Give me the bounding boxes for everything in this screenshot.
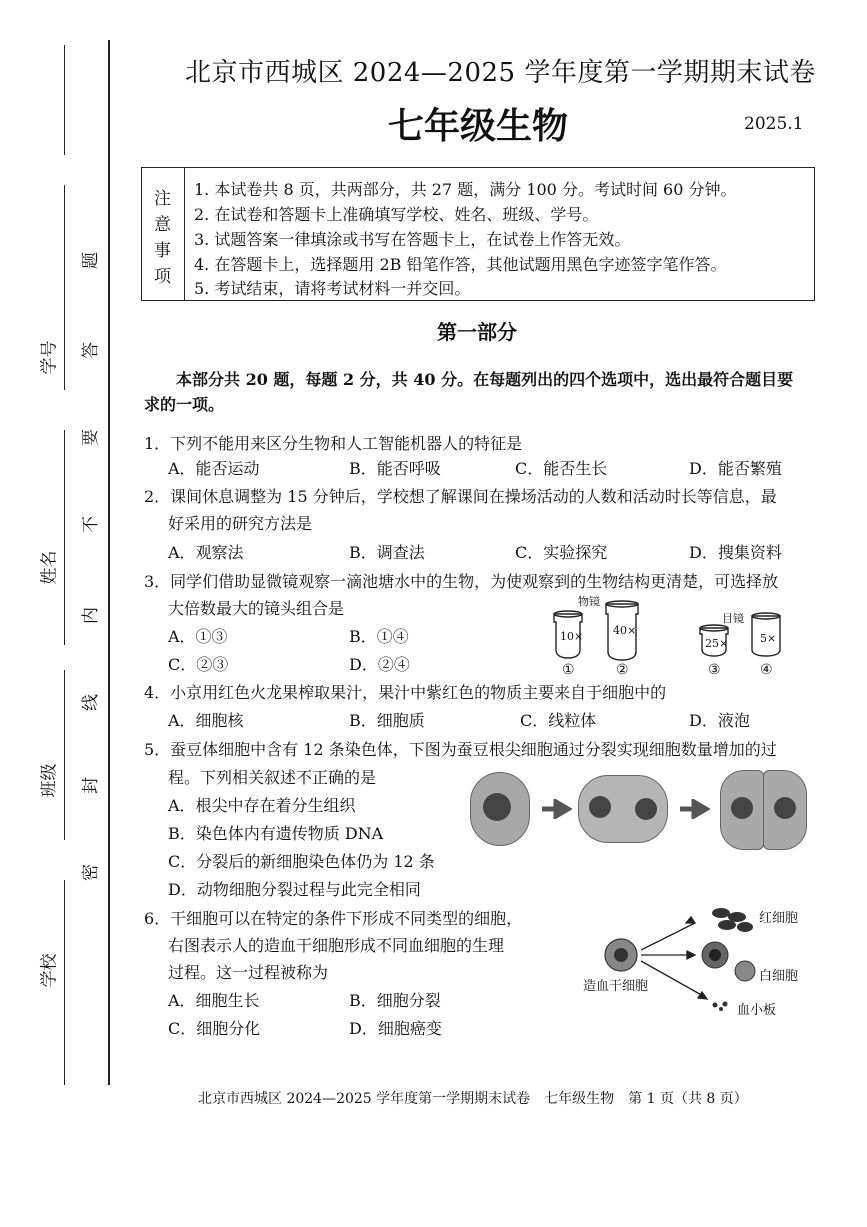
option-a: A．细胞核 xyxy=(168,711,244,730)
field-class: 班级 xyxy=(39,763,60,798)
label-white-cell: 白细胞 xyxy=(759,969,799,984)
field-line-2 xyxy=(64,430,65,645)
option-a: A．根尖中存在着分生组织 xyxy=(168,796,356,815)
question-stem: 2．课间休息调整为 15 分钟后，学校想了解课间在操场活动的人数和活动时长等信息，最 xyxy=(144,487,777,506)
lens-mag: 10× xyxy=(560,630,584,643)
option-b: B．调查法 xyxy=(349,543,425,562)
lens-mag: 40× xyxy=(613,624,637,637)
question-stem: 3．同学们借助显微镜观察一滴池塘水中的生物，为使观察到的生物结构更清楚，可选择放 xyxy=(144,572,779,591)
notice-item: 4. 在答题卡上，选择题用 2B 铅笔作答，其他试题用黑色字迹签字笔作答。 xyxy=(194,255,727,274)
notice-item: 3. 试题答案一律填涂或书写在答题卡上，在试卷上作答无效。 xyxy=(194,230,631,249)
question-stem: 右图表示人的造血干细胞形成不同血细胞的生理 xyxy=(168,936,505,955)
option-c: C．能否生长 xyxy=(515,459,608,478)
exam-date: 2025.1 xyxy=(744,114,804,134)
seal-char: 不 xyxy=(81,516,101,533)
seal-char: 封 xyxy=(81,777,101,794)
option-a: A．观察法 xyxy=(168,543,244,562)
seal-char: 答 xyxy=(81,342,101,359)
seal-char: 内 xyxy=(81,607,101,624)
option-c: C．分裂后的新细胞染色体仍为 12 条 xyxy=(168,852,435,871)
option-d: D．搜集资料 xyxy=(689,543,782,562)
field-school: 学校 xyxy=(39,953,60,988)
lens-figure xyxy=(540,592,810,682)
option-c: C．实验探究 xyxy=(515,543,608,562)
lens-mag: 25× xyxy=(705,637,729,650)
option-c: C．线粒体 xyxy=(520,711,597,730)
eyepiece-label: 目镜 xyxy=(722,612,744,625)
page-footer: 北京市西城区 2024—2025 学年度第一学期期末试卷 七年级生物 第 1 页（共 8 页） xyxy=(198,1091,748,1107)
option-c: C．②③ xyxy=(168,655,229,674)
question-stem: 1．下列不能用来区分生物和人工智能机器人的特征是 xyxy=(144,434,523,453)
notice-item: 1. 本试卷共 8 页，共两部分，共 27 题，满分 100 分。考试时间 60 分钟。 xyxy=(194,180,737,199)
label-stem-cell: 造血干细胞 xyxy=(583,979,649,994)
option-d: D．②④ xyxy=(349,655,410,674)
part-intro: 求的一项。 xyxy=(144,395,225,414)
question-stem: 过程。这一过程被称为 xyxy=(168,963,329,982)
stem-cell-figure xyxy=(575,895,815,1025)
notice-item: 5. 考试结束，请将考试材料一并交回。 xyxy=(194,279,471,298)
cell-stage-3 xyxy=(720,770,764,850)
option-a: A．①③ xyxy=(168,627,228,646)
lens-number: ④ xyxy=(760,662,773,678)
cell-division-figure xyxy=(470,767,815,852)
option-b: B．细胞分裂 xyxy=(349,991,441,1010)
question-stem: 好采用的研究方法是 xyxy=(168,514,313,533)
question-stem: 5．蚕豆体细胞中含有 12 条染色体，下图为蚕豆根尖细胞通过分裂实现细胞数量增加的过 xyxy=(144,740,777,759)
seal-char: 题 xyxy=(81,252,101,269)
option-b: B．能否呼吸 xyxy=(349,459,441,478)
seal-char: 要 xyxy=(81,429,101,446)
question-stem: 大倍数最大的镜头组合是 xyxy=(168,599,345,618)
question-stem: 4．小京用红色火龙果榨取果汁，果汁中紫红色的物质主要来自于细胞中的 xyxy=(144,683,667,702)
arrow-icon xyxy=(680,799,710,819)
lens-number: ② xyxy=(616,662,629,678)
option-b: B．①④ xyxy=(349,627,409,646)
part-intro: 本部分共 20 题，每题 2 分，共 40 分。在每题列出的四个选项中，选出最符合题目要 xyxy=(176,370,794,389)
binding-line xyxy=(108,40,110,1085)
cell-stage-1 xyxy=(470,772,530,846)
part-title: 第一部分 xyxy=(437,320,517,344)
notice-item: 2. 在试卷和答题卡上准确填写学校、姓名、班级、学号。 xyxy=(194,205,599,224)
label-red-cell: 红细胞 xyxy=(759,911,799,926)
option-d: D．液泡 xyxy=(689,711,750,730)
field-line-1 xyxy=(64,185,65,390)
question-stem: 程。下列相关叙述不正确的是 xyxy=(168,768,377,787)
field-student-id: 学号 xyxy=(39,340,60,375)
cell-stage-2 xyxy=(578,775,668,843)
field-line-top xyxy=(64,45,65,155)
objective-label: 物镜 xyxy=(578,595,600,608)
label-platelet: 血小板 xyxy=(737,1003,777,1018)
lens-number: ③ xyxy=(708,662,721,678)
arrow-icon xyxy=(542,799,572,819)
lens-mag: 5× xyxy=(760,632,777,645)
field-line-3 xyxy=(64,670,65,840)
option-b: B．细胞质 xyxy=(349,711,425,730)
notice-label: 注 意 事 项 xyxy=(142,168,185,300)
question-stem: 6．干细胞可以在特定的条件下形成不同类型的细胞， xyxy=(144,909,523,928)
lens-number: ① xyxy=(562,662,575,678)
option-a: A．能否运动 xyxy=(168,459,260,478)
option-a: A．细胞生长 xyxy=(168,991,260,1010)
notice-box xyxy=(141,167,815,301)
option-d: D．动物细胞分裂过程与此完全相同 xyxy=(168,880,421,899)
field-name: 姓名 xyxy=(39,550,60,585)
option-b: B．染色体内有遗传物质 DNA xyxy=(168,824,384,843)
seal-char: 密 xyxy=(81,864,101,881)
option-d: D．细胞癌变 xyxy=(349,1019,442,1038)
option-d: D．能否繁殖 xyxy=(689,459,782,478)
cell-stage-3b xyxy=(763,770,807,850)
field-line-4 xyxy=(64,880,65,1085)
option-c: C．细胞分化 xyxy=(168,1019,261,1038)
exam-subject: 七年级生物 xyxy=(388,106,569,147)
exam-title: 北京市西城区 2024—2025 学年度第一学期期末试卷 xyxy=(185,58,816,88)
seal-char: 线 xyxy=(81,694,101,711)
